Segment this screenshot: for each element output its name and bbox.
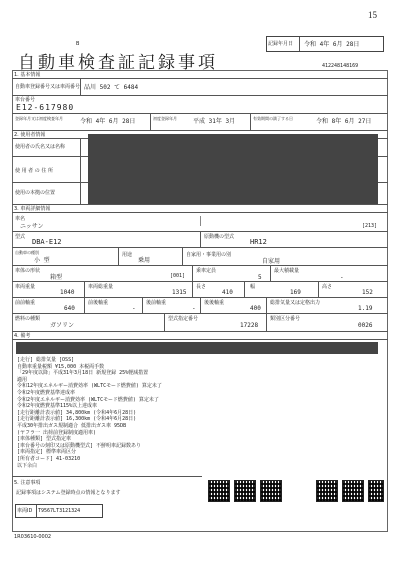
first-reg-value: 令和 4年 6月 28日	[80, 118, 136, 125]
rf-label: 後前軸重	[146, 300, 167, 306]
chassis-label: 車台番号	[15, 97, 36, 103]
height-value: 152	[362, 289, 373, 296]
qr-code-icon	[368, 480, 384, 502]
engine-label: 原動機の型式	[204, 234, 235, 240]
use-label: 用途	[122, 252, 133, 258]
maxload-value: -	[340, 274, 344, 281]
remarks-list	[17, 357, 162, 469]
first-reg2-value: 平成 31年 3月	[193, 118, 236, 125]
biz-value: 自家用	[262, 258, 281, 265]
section-4-header: 4. 備考	[14, 333, 31, 339]
redacted-remarks	[16, 342, 378, 354]
length-value: 410	[222, 289, 233, 296]
height-label: 高さ	[322, 284, 333, 290]
first-reg-label: 登録年月又は初度検査年月	[15, 116, 63, 121]
maxload-label: 最大積載量	[274, 268, 300, 274]
model-value: DBA-E12	[32, 238, 62, 246]
section-3-header: 3. 車両詳細情報	[14, 206, 51, 212]
base-location-label: 使用の本拠の位置	[15, 190, 56, 196]
section-2-header: 2. 使用者情報	[14, 132, 46, 138]
engine-value: HR12	[250, 238, 267, 246]
rf-value: -	[192, 305, 196, 312]
first-reg2-label: 初度登録年月	[153, 116, 177, 121]
ff-value: 640	[64, 305, 75, 312]
remark-line: [車台番号の刻印又は原動機型式] 不鮮明車記録数あり	[17, 442, 142, 449]
maker-label: 車名	[15, 216, 26, 222]
rr-label: 後後軸重	[204, 300, 225, 306]
fuel-value: ガソリン	[50, 322, 75, 329]
remark-line: 令和2年度燃費基準115%以上達成車	[17, 403, 98, 410]
biz-label: 自家用・事業用の別	[186, 252, 232, 258]
maker-code: [213]	[362, 223, 378, 229]
vehicle-id-label: 車両ID	[17, 508, 33, 514]
expiry-label: 有効期間の満了する日	[253, 116, 293, 121]
disp-label: 総排気量又は定格出力	[270, 300, 321, 306]
remark-line: [走行距離計表示値] 16,300km (令和4年6月28日)	[17, 416, 137, 423]
remark-line: 以下余白	[17, 462, 38, 469]
remark-line: 適用	[17, 376, 28, 383]
width-label: 幅	[250, 284, 256, 290]
page-title: 自動車検査証記録事項	[18, 53, 218, 73]
qr-code-icon	[208, 480, 230, 502]
maker-value: ニッサン	[20, 223, 44, 230]
type-no-label: 型式指定番号	[168, 316, 199, 322]
gross-value: 1315	[172, 289, 187, 296]
chassis-value: E12-617980	[16, 103, 75, 112]
capacity-value: 5	[258, 274, 262, 281]
remark-line: (ヤフラ一 出荷前登録制度適用車)	[17, 429, 97, 436]
weight-label: 車両重量	[15, 284, 36, 290]
page-number: 15	[368, 10, 377, 20]
capacity-label: 乗車定員	[196, 268, 217, 274]
remark-line: [車両指定] 標準車両区分	[17, 449, 77, 456]
remark-line: [所有者コード] 41-03210	[17, 455, 81, 462]
vehicle-id-value: T9567LT3121324	[38, 508, 81, 514]
rr-value: 400	[250, 305, 261, 312]
remark-line: 令和2年度燃費基準達成率	[17, 389, 76, 396]
fr-value: -	[132, 305, 136, 312]
redacted-user-info	[88, 134, 378, 204]
qr-code-icon	[316, 480, 338, 502]
remark-line: 令和2年度エネルギー消費効率 (WLTCモード燃費値) 算定未了	[17, 396, 159, 403]
qr-code-icon	[260, 480, 282, 502]
fuel-label: 燃料の種類	[15, 316, 41, 322]
section-5-header: 5. 注意事項	[14, 480, 41, 486]
shape-code: [001]	[170, 273, 186, 279]
width-value: 169	[290, 289, 301, 296]
footer-code: 1R03610-0002	[14, 534, 52, 540]
qr-code-icon	[342, 480, 364, 502]
remark-line: [走行] 総排気量 [OSS]	[17, 357, 75, 363]
remark-line: 平成30年排出ガス規制適合 低排出ガス車 95DB	[17, 422, 127, 429]
small-b-label: B	[76, 41, 80, 47]
kind-label: 自動車の種別	[15, 250, 39, 255]
user-name-label: 使用者の氏名又は名称	[15, 144, 66, 150]
weight-value: 1040	[60, 289, 75, 296]
remark-line: [走行距離計表示値] 34,800km (令和4年6月28日)	[17, 409, 137, 416]
fr-label: 前後軸重	[88, 300, 109, 306]
kind-value: 小 型	[34, 257, 50, 264]
reg-number-value: 品川 502 て 6484	[84, 84, 139, 91]
class-no-value: 0026	[358, 322, 373, 329]
class-no-label: 類別区分番号	[270, 316, 301, 322]
remark-line: 令和12年度エネルギー消費効率 (WLTCモード燃費値) 算定未了	[17, 383, 162, 390]
section-1-header: 1. 基本情報	[14, 72, 41, 78]
ff-label: 前前軸重	[15, 300, 36, 306]
user-address-label: 使 用 者 の 住 所	[15, 168, 53, 174]
document-number: 412248148169	[322, 63, 359, 69]
remark-line: [車体種類] 型式指定車	[17, 436, 72, 443]
remark-line: 自動車重量税額 ¥15,000 本税両手数	[17, 363, 105, 370]
type-no-value: 17228	[240, 322, 259, 329]
length-label: 長さ	[196, 284, 207, 290]
notice-text: 記録事項はシステム登録時点の情報となります	[16, 490, 121, 496]
qr-code-icon	[234, 480, 256, 502]
expiry-value: 令和 8年 6月 27日	[316, 118, 372, 125]
record-date-label: 記録年月日	[268, 41, 294, 47]
disp-value: 1.19	[358, 305, 373, 312]
use-value: 乗用	[138, 257, 151, 264]
model-label: 型式	[15, 234, 26, 240]
shape-value: 箱型	[50, 274, 63, 281]
reg-number-label: 自動車登録番号又は車両番号	[15, 84, 81, 90]
remark-line: 「29年度以降」平成31年3月18日 新規登録 25%軽減措置	[17, 370, 149, 377]
record-date-value: 令和 4年 6月 28日	[304, 41, 360, 48]
shape-label: 車体の形状	[15, 268, 41, 274]
gross-label: 車両総重量	[88, 284, 114, 290]
